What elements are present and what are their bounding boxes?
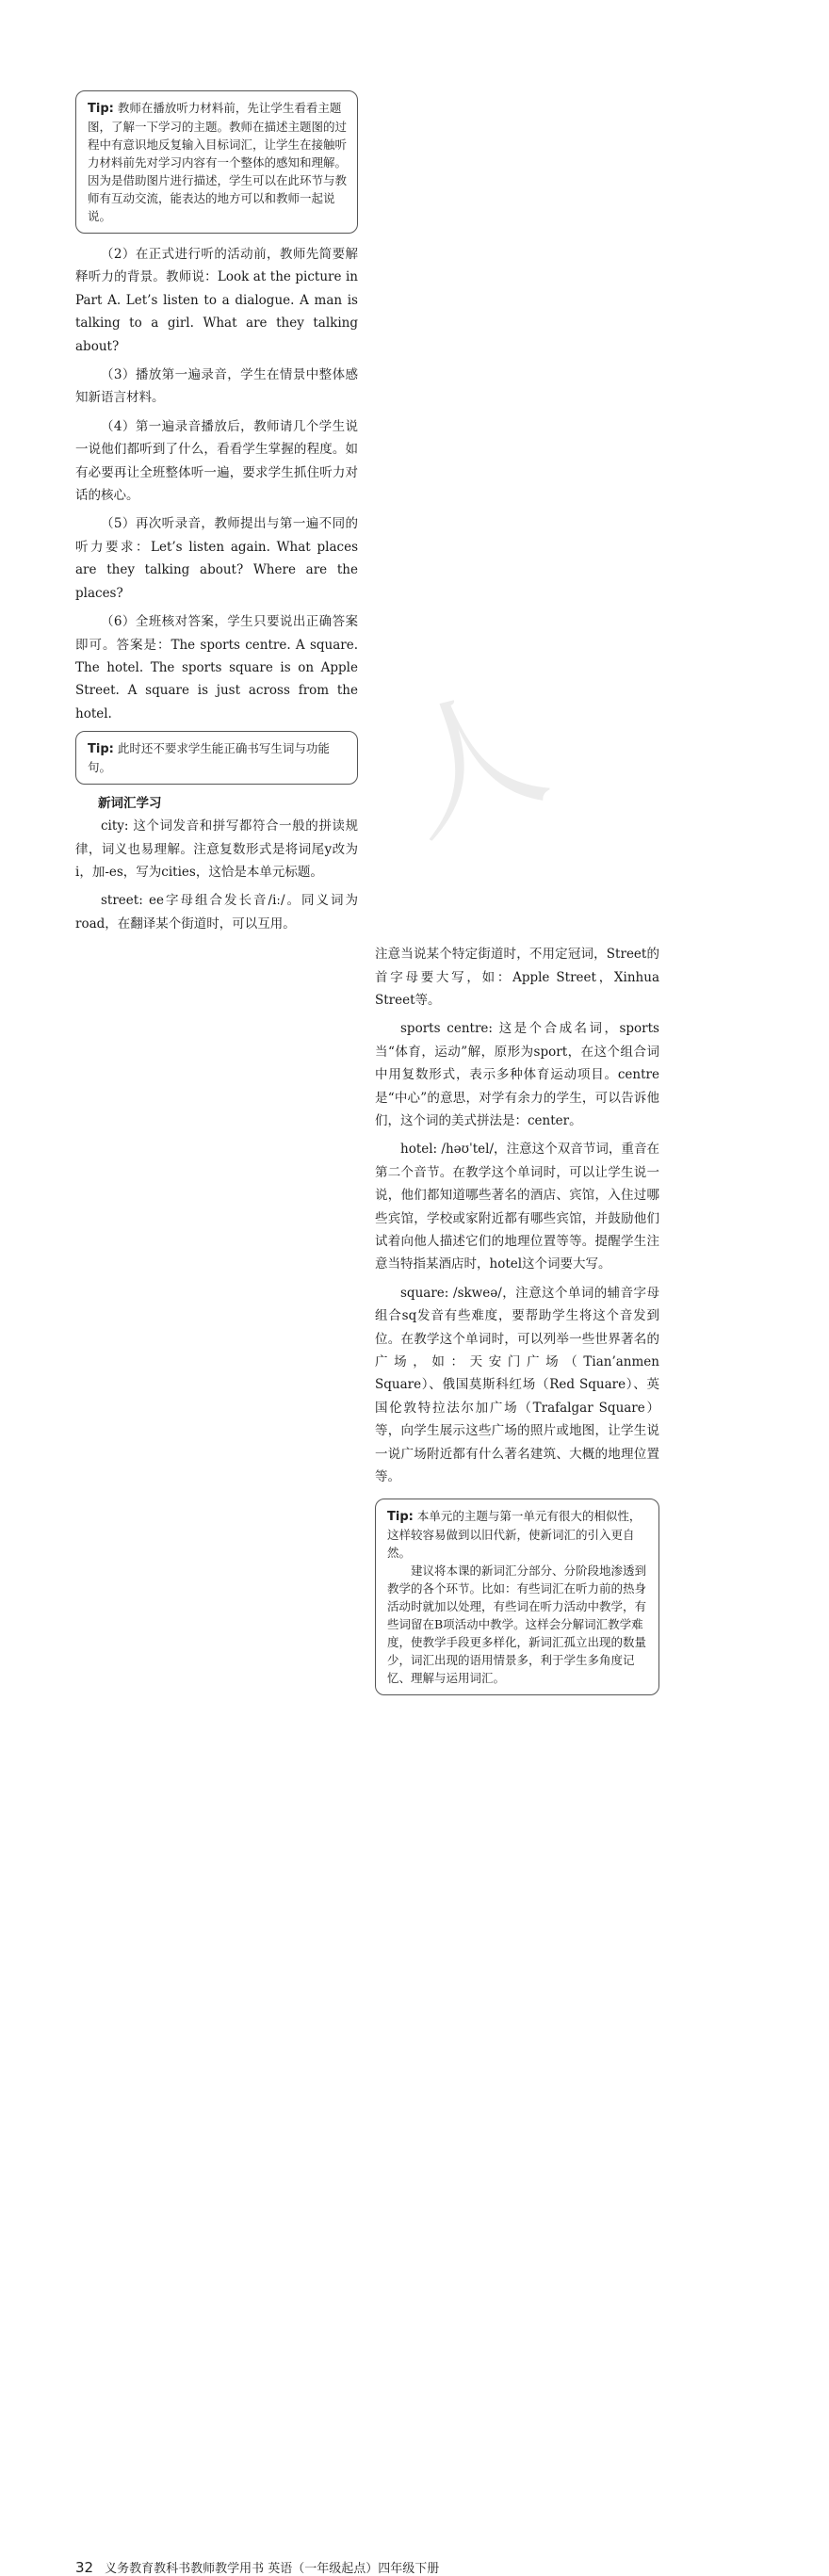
- tip-text: 教师在播放听力材料前，先让学生看看主题图，了解一下学习的主题。教师在描述主题图的过程中有意识地反复输入目标词汇，让学生在接触听力材料前先对学习内容有一个整体的感知和理解。因为是借助图片进行描述，学生可以在此环节与教师有互动交流，能表达的地方可以和教师一起说说。: [88, 101, 348, 223]
- paragraph-city: city: 这个词发音和拼写都符合一般的拼读规律，词义也易理解。注意复数形式是将词尾y改为i，加-es，写为cities，这恰是本单元标题。: [75, 818, 358, 880]
- page-number: 32: [75, 2558, 94, 2576]
- tip-box-unit-theme: [375, 1499, 659, 1695]
- paragraph-hotel: hotel: /həʊˈtel/，注意这个双音节词，重音在第二个音节。在教学这个单词时，可以让学生说一说，他们都知道哪些著名的酒店、宾馆，入住过哪些宾馆，学校或家附近都有哪些宾馆，并鼓励他们试着向他人描述它们的地理位置等等。提醒学生注意当特指某酒店时，hotel这个词要大写。: [375, 1142, 659, 1272]
- watermark-character: 人: [376, 662, 566, 866]
- paragraph-step-2: （2）在正式进行听的活动前，教师先简要解释听力的背景。教师说：Look at the picture in Part A. Let’s listen to a dialogue. A man is talking to a girl. What are they talking about?: [75, 247, 358, 354]
- page-footer: [75, 2558, 829, 2576]
- tip-label: Tip:: [88, 742, 114, 757]
- right-column: [375, 943, 659, 1694]
- left-column: [75, 90, 358, 935]
- paragraph-square: square: /skweə/，注意这个单词的辅音字母组合sq发音有些难度，要帮助学生将这个音发到位。在教学这个单词时，可以列举一些世界著名的广场，如：天安门广场（Tian’anmen Square）、俄国莫斯科红场（Red Square）、英国伦敦特拉法尔加广场（Trafalgar Square）等，向学生展示这些广场的照片或地图，让学生说一说广场附近都有什么著名建筑、大概的地理位置等。: [375, 1285, 659, 1485]
- tip-box-writing: [75, 731, 358, 785]
- section-heading-new-vocabulary: 新词汇学习: [98, 796, 162, 812]
- tip-label: Tip:: [387, 1509, 414, 1524]
- tip-text-second: 建议将本课的新词汇分部分、分阶段地渗透到教学的各个环节。比如：有些词汇在听力前的热身活动时就加以处理，有些词在听力活动中教学，有些词留在B项活动中教学。这样会分解词汇教学难度，使教学手段更多样化，新词汇孤立出现的数量少，词汇出现的语用情景多，利于学生多角度记忆、理解与运用词汇。: [387, 1563, 647, 1685]
- paragraph-step-6: （6）全班核对答案，学生只要说出正确答案即可。答案是：The sports centre. A square. The hotel. The sports square is on Apple Street. A square is just across from the hotel.: [75, 614, 358, 721]
- paragraph-sports-centre: sports centre: 这是个合成名词，sports当“体育，运动”解，原形为sport，在这个组合词中用复数形式，表示多种体育运动项目。centre是“中心”的意思，对学有余力的学生，可以告诉他们，这个词的美式拼法是：center。: [375, 1021, 659, 1128]
- paragraph-street: street: ee字母组合发长音/iː/。同义词为road，在翻译某个街道时，可以互用。: [75, 893, 358, 932]
- paragraph-step-3: （3）播放第一遍录音，学生在情景中整体感知新语言材料。: [75, 367, 358, 406]
- tip-text: 本单元的主题与第一单元有很大的相似性，这样较容易做到以旧代新，使新词汇的引入更自然。: [387, 1508, 642, 1560]
- paragraph-step-5: （5）再次听录音，教师提出与第一遍不同的听力要求：Let’s listen again. What places are they talking about? Where are the places?: [75, 516, 358, 601]
- tip-box-listening: [75, 90, 358, 234]
- book-title: 义务教育教科书教师教学用书 英语（一年级起点）四年级下册: [105, 2561, 440, 2576]
- paragraph-step-4: （4）第一遍录音播放后，教师请几个学生说一说他们都听到了什么，看看学生掌握的程度。如有必要再让全班整体听一遍，要求学生抓住听力对话的核心。: [75, 418, 358, 504]
- paragraph-street-continued: 注意当说某个特定街道时，不用定冠词，Street的首字母要大写，如：Apple Street，Xinhua Street等。: [375, 947, 659, 1008]
- tip-text: 此时还不要求学生能正确书写生词与功能句。: [88, 741, 330, 775]
- tip-label: Tip:: [88, 102, 114, 116]
